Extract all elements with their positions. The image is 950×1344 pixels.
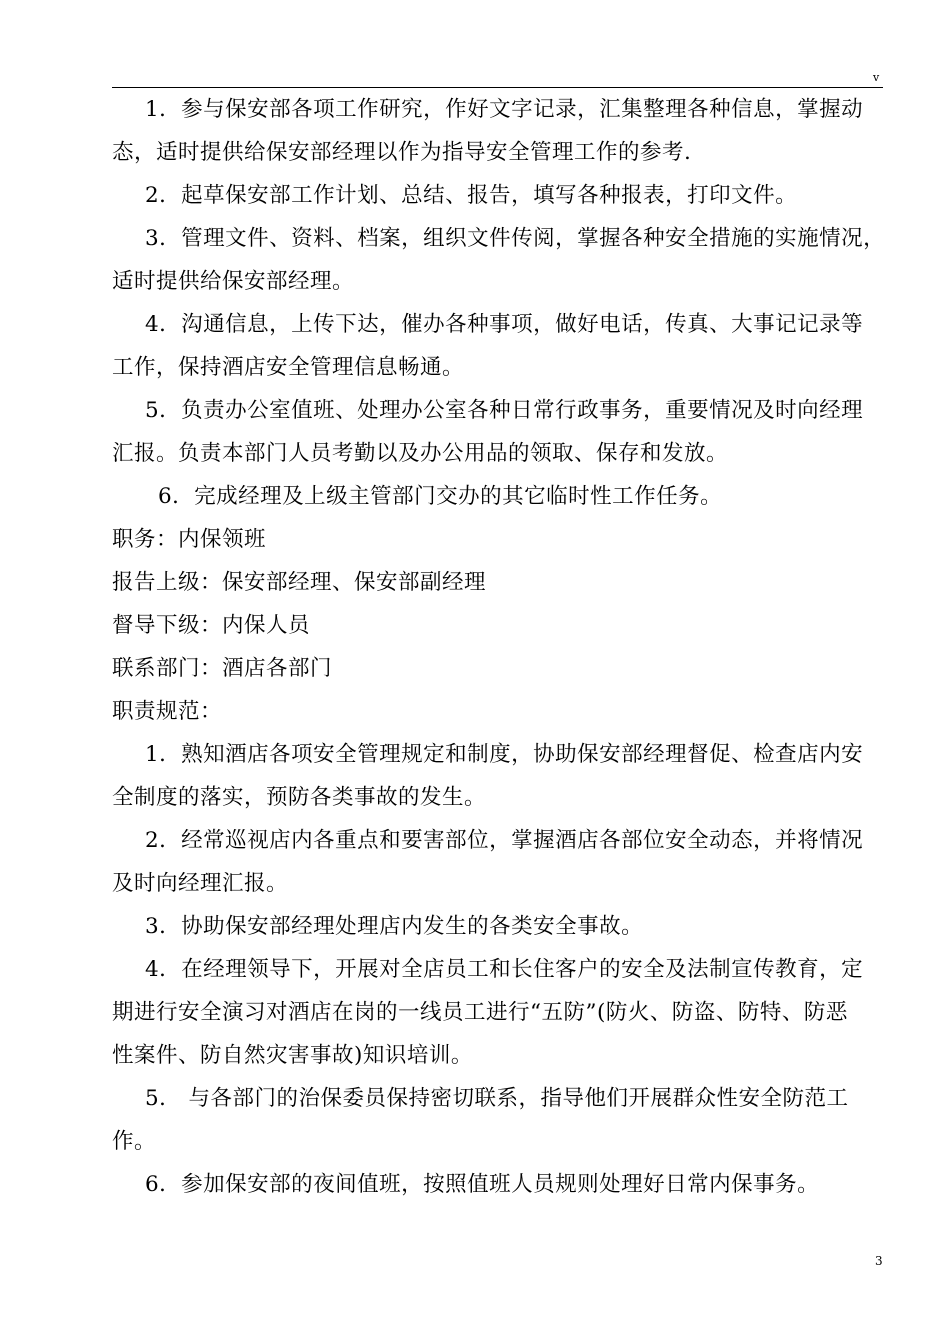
paragraph-line: 2．起草保安部工作计划、总结、报告，填写各种报表，打印文件。 — [145, 183, 798, 208]
paragraph-line: 态，适时提供给保安部经理以作为指导安全管理工作的参考. — [112, 140, 692, 165]
page-number: 3 — [875, 1254, 883, 1268]
header-mark: v — [873, 71, 880, 84]
paragraph-line: 全制度的落实，预防各类事故的发生。 — [112, 785, 487, 810]
paragraph-line: 作。 — [112, 1129, 157, 1154]
paragraph-line: 1．熟知酒店各项安全管理规定和制度，协助保安部经理督促、检查店内安 — [145, 742, 864, 767]
paragraph-line: 3．协助保安部经理处理店内发生的各类安全事故。 — [145, 914, 644, 939]
paragraph-line: 4．沟通信息，上传下达，催办各种事项，做好电话，传真、大事记记录等 — [145, 312, 864, 337]
reports-to-line: 报告上级：保安部经理、保安部副经理 — [112, 570, 487, 595]
paragraph-line: 1．参与保安部各项工作研究，作好文字记录，汇集整理各种信息，掌握动 — [145, 97, 864, 122]
paragraph-line: 工作，保持酒店安全管理信息畅通。 — [112, 355, 465, 380]
paragraph-line: 及时向经理汇报。 — [112, 871, 289, 896]
paragraph-line: 5． 与各部门的治保委员保持密切联系，指导他们开展群众性安全防范工 — [145, 1086, 849, 1111]
paragraph-line: 汇报。负责本部门人员考勤以及办公用品的领取、保存和发放。 — [112, 441, 729, 466]
supervises-line: 督导下级：内保人员 — [112, 613, 311, 638]
paragraph-line: 6．完成经理及上级主管部门交办的其它临时性工作任务。 — [158, 484, 723, 509]
duties-heading: 职责规范： — [112, 699, 223, 724]
paragraph-line: 适时提供给保安部经理。 — [112, 269, 355, 294]
header-rule — [112, 87, 883, 88]
job-title-line: 职务：内保领班 — [112, 527, 267, 552]
paragraph-line: 6．参加保安部的夜间值班，按照值班人员规则处理好日常内保事务。 — [145, 1172, 820, 1197]
paragraph-line: 期进行安全演习对酒店在岗的一线员工进行“五防”(防火、防盗、防特、防恶 — [112, 1000, 848, 1025]
contacts-line: 联系部门：酒店各部门 — [112, 656, 333, 681]
paragraph-line: 2．经常巡视店内各重点和要害部位，掌握酒店各部位安全动态，并将情况 — [145, 828, 864, 853]
paragraph-line: 5．负责办公室值班、处理办公室各种日常行政事务，重要情况及时向经理 — [145, 398, 864, 423]
paragraph-line: 3．管理文件、资料、档案，组织文件传阅，掌握各种安全措施的实施情况， — [145, 226, 886, 251]
paragraph-line: 4．在经理领导下，开展对全店员工和长住客户的安全及法制宣传教育，定 — [145, 957, 864, 982]
paragraph-line: 性案件、防自然灾害事故)知识培训。 — [112, 1043, 473, 1068]
